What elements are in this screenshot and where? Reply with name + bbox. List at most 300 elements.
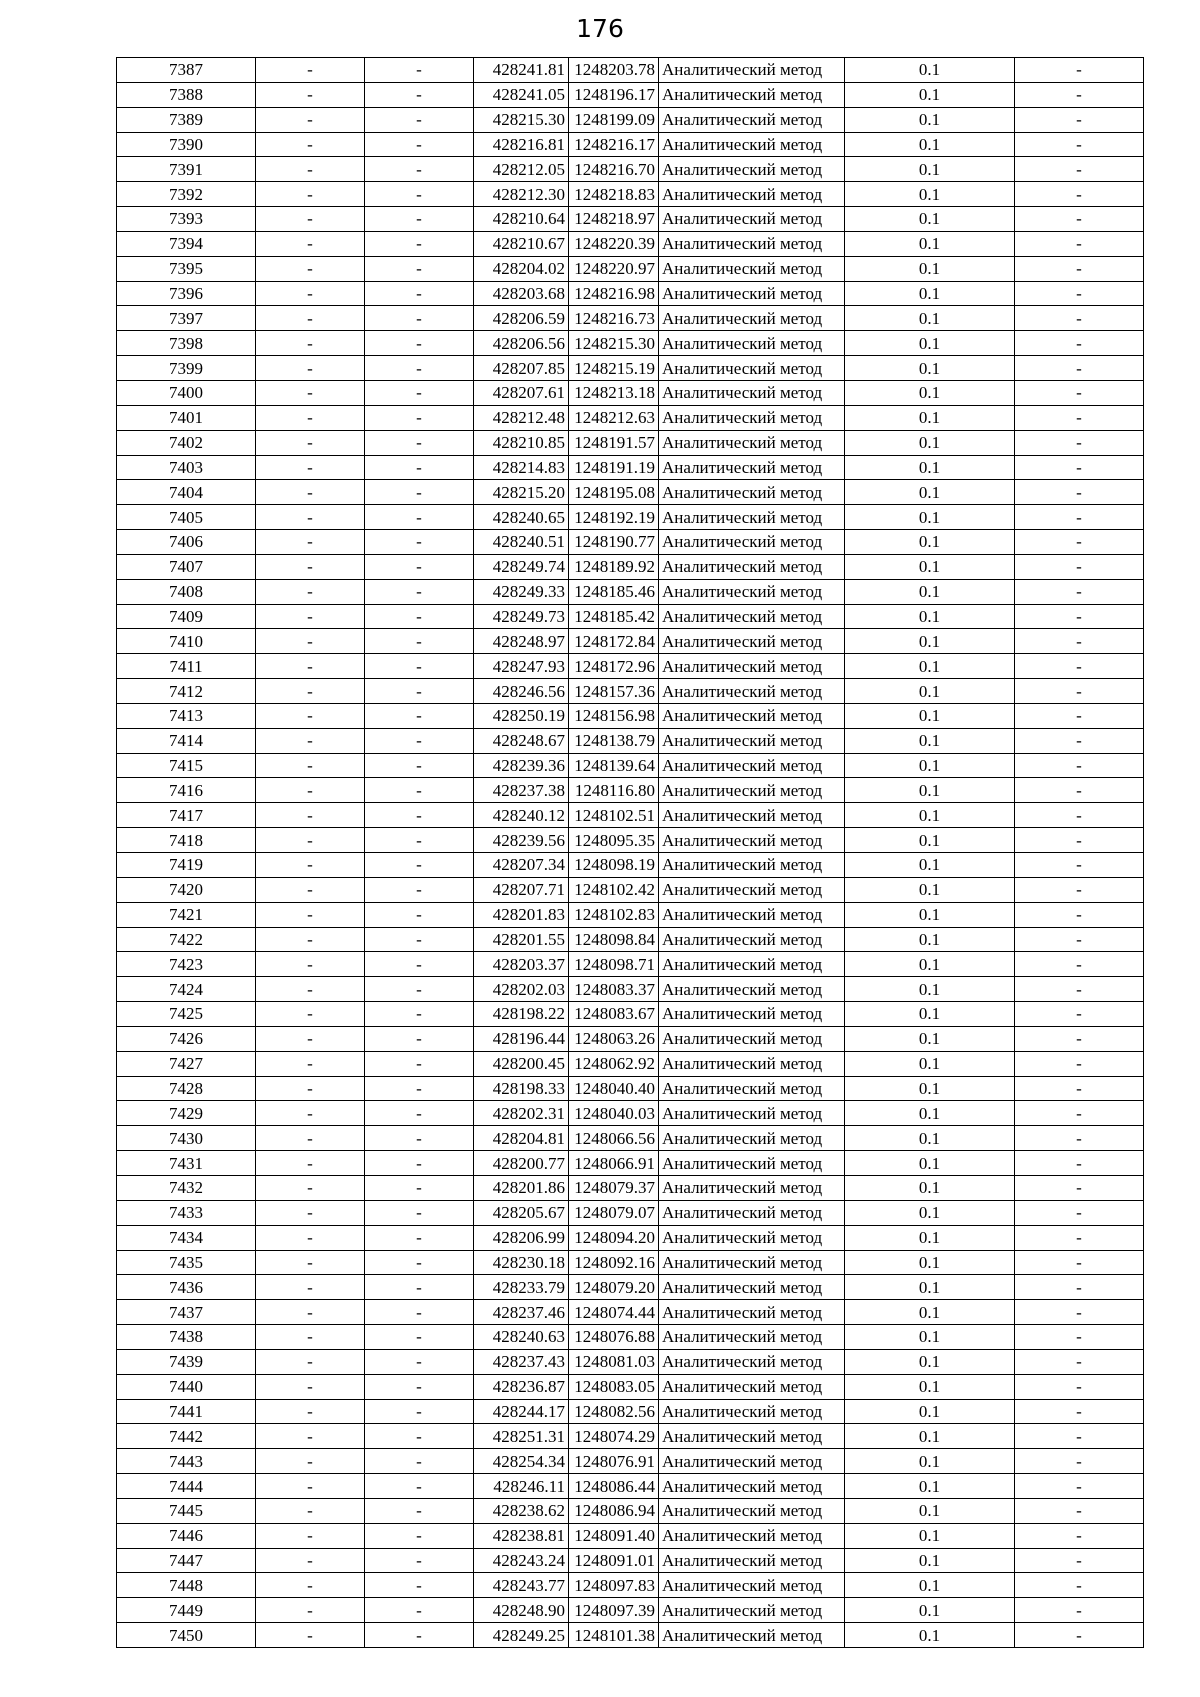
accuracy-cell: 0.1 (845, 1101, 1015, 1126)
x-coordinate-cell: 428254.34 (474, 1449, 569, 1474)
blank-cell: - (1015, 455, 1144, 480)
blank-cell: - (1015, 331, 1144, 356)
method-cell: Аналитический метод (659, 306, 845, 331)
y-coordinate-cell: 1248091.40 (569, 1523, 659, 1548)
x-coordinate-cell: 428200.77 (474, 1151, 569, 1176)
table-row (117, 853, 1144, 878)
accuracy-cell: 0.1 (845, 1523, 1015, 1548)
x-coordinate-cell: 428249.74 (474, 554, 569, 579)
blank-cell: - (256, 1151, 365, 1176)
blank-cell: - (365, 703, 474, 728)
x-coordinate-cell: 428248.90 (474, 1598, 569, 1623)
table-row (117, 1002, 1144, 1027)
blank-cell: - (1015, 405, 1144, 430)
blank-cell: - (365, 1200, 474, 1225)
table-row (117, 977, 1144, 1002)
blank-cell: - (256, 281, 365, 306)
blank-cell: - (256, 1573, 365, 1598)
x-coordinate-cell: 428210.67 (474, 231, 569, 256)
blank-cell: - (1015, 554, 1144, 579)
blank-cell: - (365, 1151, 474, 1176)
accuracy-cell: 0.1 (845, 1026, 1015, 1051)
x-coordinate-cell: 428249.33 (474, 579, 569, 604)
blank-cell: - (1015, 803, 1144, 828)
blank-cell: - (1015, 604, 1144, 629)
accuracy-cell: 0.1 (845, 753, 1015, 778)
x-coordinate-cell: 428216.81 (474, 132, 569, 157)
y-coordinate-cell: 1248066.56 (569, 1126, 659, 1151)
blank-cell: - (256, 1374, 365, 1399)
x-coordinate-cell: 428202.31 (474, 1101, 569, 1126)
x-coordinate-cell: 428207.85 (474, 356, 569, 381)
blank-cell: - (365, 1300, 474, 1325)
point-number-cell: 7433 (117, 1200, 256, 1225)
y-coordinate-cell: 1248189.92 (569, 554, 659, 579)
blank-cell: - (1015, 1300, 1144, 1325)
blank-cell: - (1015, 927, 1144, 952)
y-coordinate-cell: 1248076.88 (569, 1325, 659, 1350)
blank-cell: - (256, 853, 365, 878)
y-coordinate-cell: 1248091.01 (569, 1548, 659, 1573)
method-cell: Аналитический метод (659, 554, 845, 579)
blank-cell: - (365, 356, 474, 381)
accuracy-cell: 0.1 (845, 182, 1015, 207)
blank-cell: - (1015, 1523, 1144, 1548)
blank-cell: - (256, 629, 365, 654)
point-number-cell: 7428 (117, 1076, 256, 1101)
blank-cell: - (256, 1349, 365, 1374)
y-coordinate-cell: 1248195.08 (569, 480, 659, 505)
y-coordinate-cell: 1248157.36 (569, 679, 659, 704)
table-row (117, 1474, 1144, 1499)
blank-cell: - (1015, 157, 1144, 182)
method-cell: Аналитический метод (659, 256, 845, 281)
blank-cell: - (1015, 1002, 1144, 1027)
x-coordinate-cell: 428238.62 (474, 1498, 569, 1523)
table-row (117, 1275, 1144, 1300)
x-coordinate-cell: 428210.85 (474, 430, 569, 455)
blank-cell: - (1015, 107, 1144, 132)
blank-cell: - (365, 455, 474, 480)
method-cell: Аналитический метод (659, 1300, 845, 1325)
blank-cell: - (1015, 977, 1144, 1002)
accuracy-cell: 0.1 (845, 306, 1015, 331)
point-number-cell: 7409 (117, 604, 256, 629)
blank-cell: - (365, 927, 474, 952)
accuracy-cell: 0.1 (845, 1175, 1015, 1200)
point-number-cell: 7443 (117, 1449, 256, 1474)
accuracy-cell: 0.1 (845, 1325, 1015, 1350)
blank-cell: - (365, 82, 474, 107)
x-coordinate-cell: 428243.77 (474, 1573, 569, 1598)
accuracy-cell: 0.1 (845, 703, 1015, 728)
y-coordinate-cell: 1248083.67 (569, 1002, 659, 1027)
blank-cell: - (365, 281, 474, 306)
table-row (117, 207, 1144, 232)
point-number-cell: 7405 (117, 505, 256, 530)
blank-cell: - (365, 157, 474, 182)
method-cell: Аналитический метод (659, 629, 845, 654)
y-coordinate-cell: 1248203.78 (569, 58, 659, 83)
method-cell: Аналитический метод (659, 530, 845, 555)
x-coordinate-cell: 428212.48 (474, 405, 569, 430)
blank-cell: - (256, 1076, 365, 1101)
table-row (117, 703, 1144, 728)
table-row (117, 1623, 1144, 1648)
x-coordinate-cell: 428201.83 (474, 902, 569, 927)
blank-cell: - (256, 356, 365, 381)
method-cell: Аналитический метод (659, 356, 845, 381)
blank-cell: - (1015, 728, 1144, 753)
blank-cell: - (1015, 778, 1144, 803)
blank-cell: - (365, 530, 474, 555)
table-row (117, 430, 1144, 455)
blank-cell: - (365, 1076, 474, 1101)
blank-cell: - (1015, 1498, 1144, 1523)
x-coordinate-cell: 428240.51 (474, 530, 569, 555)
blank-cell: - (256, 1424, 365, 1449)
y-coordinate-cell: 1248102.51 (569, 803, 659, 828)
table-row (117, 1200, 1144, 1225)
table-row (117, 505, 1144, 530)
blank-cell: - (1015, 902, 1144, 927)
blank-cell: - (365, 1424, 474, 1449)
blank-cell: - (1015, 1573, 1144, 1598)
blank-cell: - (256, 1474, 365, 1499)
x-coordinate-cell: 428237.43 (474, 1349, 569, 1374)
point-number-cell: 7414 (117, 728, 256, 753)
table-row (117, 182, 1144, 207)
blank-cell: - (1015, 1325, 1144, 1350)
blank-cell: - (365, 853, 474, 878)
accuracy-cell: 0.1 (845, 1349, 1015, 1374)
blank-cell: - (1015, 1623, 1144, 1648)
y-coordinate-cell: 1248079.07 (569, 1200, 659, 1225)
method-cell: Аналитический метод (659, 927, 845, 952)
table-body (117, 58, 1144, 1648)
blank-cell: - (365, 132, 474, 157)
blank-cell: - (1015, 1051, 1144, 1076)
y-coordinate-cell: 1248082.56 (569, 1399, 659, 1424)
blank-cell: - (1015, 629, 1144, 654)
blank-cell: - (256, 877, 365, 902)
table-row (117, 679, 1144, 704)
blank-cell: - (256, 1002, 365, 1027)
point-number-cell: 7396 (117, 281, 256, 306)
blank-cell: - (256, 256, 365, 281)
method-cell: Аналитический метод (659, 803, 845, 828)
y-coordinate-cell: 1248213.18 (569, 380, 659, 405)
x-coordinate-cell: 428204.81 (474, 1126, 569, 1151)
point-number-cell: 7404 (117, 480, 256, 505)
method-cell: Аналитический метод (659, 1374, 845, 1399)
point-number-cell: 7392 (117, 182, 256, 207)
point-number-cell: 7425 (117, 1002, 256, 1027)
accuracy-cell: 0.1 (845, 853, 1015, 878)
blank-cell: - (365, 1225, 474, 1250)
y-coordinate-cell: 1248095.35 (569, 828, 659, 853)
blank-cell: - (365, 306, 474, 331)
table-row (117, 356, 1144, 381)
y-coordinate-cell: 1248079.37 (569, 1175, 659, 1200)
blank-cell: - (1015, 380, 1144, 405)
y-coordinate-cell: 1248092.16 (569, 1250, 659, 1275)
blank-cell: - (256, 1026, 365, 1051)
method-cell: Аналитический метод (659, 231, 845, 256)
blank-cell: - (256, 604, 365, 629)
table-row (117, 1175, 1144, 1200)
method-cell: Аналитический метод (659, 679, 845, 704)
x-coordinate-cell: 428251.31 (474, 1424, 569, 1449)
blank-cell: - (256, 753, 365, 778)
blank-cell: - (365, 1449, 474, 1474)
blank-cell: - (365, 107, 474, 132)
table-row (117, 877, 1144, 902)
accuracy-cell: 0.1 (845, 1275, 1015, 1300)
accuracy-cell: 0.1 (845, 505, 1015, 530)
blank-cell: - (1015, 877, 1144, 902)
method-cell: Аналитический метод (659, 778, 845, 803)
blank-cell: - (256, 331, 365, 356)
blank-cell: - (365, 1026, 474, 1051)
blank-cell: - (365, 1126, 474, 1151)
accuracy-cell: 0.1 (845, 1374, 1015, 1399)
blank-cell: - (365, 58, 474, 83)
point-number-cell: 7416 (117, 778, 256, 803)
point-number-cell: 7421 (117, 902, 256, 927)
x-coordinate-cell: 428239.36 (474, 753, 569, 778)
blank-cell: - (256, 430, 365, 455)
method-cell: Аналитический метод (659, 1623, 845, 1648)
table-row (117, 380, 1144, 405)
method-cell: Аналитический метод (659, 1200, 845, 1225)
blank-cell: - (1015, 1399, 1144, 1424)
blank-cell: - (365, 1002, 474, 1027)
blank-cell: - (1015, 679, 1144, 704)
blank-cell: - (365, 430, 474, 455)
accuracy-cell: 0.1 (845, 1051, 1015, 1076)
y-coordinate-cell: 1248098.71 (569, 952, 659, 977)
table-row (117, 554, 1144, 579)
y-coordinate-cell: 1248063.26 (569, 1026, 659, 1051)
blank-cell: - (256, 703, 365, 728)
table-row (117, 306, 1144, 331)
method-cell: Аналитический метод (659, 430, 845, 455)
method-cell: Аналитический метод (659, 82, 845, 107)
accuracy-cell: 0.1 (845, 579, 1015, 604)
point-number-cell: 7437 (117, 1300, 256, 1325)
table-row (117, 1498, 1144, 1523)
blank-cell: - (256, 207, 365, 232)
blank-cell: - (365, 182, 474, 207)
blank-cell: - (256, 679, 365, 704)
blank-cell: - (256, 728, 365, 753)
accuracy-cell: 0.1 (845, 530, 1015, 555)
y-coordinate-cell: 1248086.94 (569, 1498, 659, 1523)
table-row (117, 604, 1144, 629)
table-row (117, 132, 1144, 157)
x-coordinate-cell: 428203.68 (474, 281, 569, 306)
method-cell: Аналитический метод (659, 1126, 845, 1151)
blank-cell: - (256, 231, 365, 256)
table-row (117, 1548, 1144, 1573)
blank-cell: - (256, 927, 365, 952)
y-coordinate-cell: 1248101.38 (569, 1623, 659, 1648)
x-coordinate-cell: 428240.65 (474, 505, 569, 530)
method-cell: Аналитический метод (659, 1573, 845, 1598)
point-number-cell: 7422 (117, 927, 256, 952)
y-coordinate-cell: 1248098.84 (569, 927, 659, 952)
blank-cell: - (1015, 82, 1144, 107)
point-number-cell: 7448 (117, 1573, 256, 1598)
accuracy-cell: 0.1 (845, 231, 1015, 256)
y-coordinate-cell: 1248098.19 (569, 853, 659, 878)
y-coordinate-cell: 1248094.20 (569, 1225, 659, 1250)
blank-cell: - (365, 331, 474, 356)
point-number-cell: 7389 (117, 107, 256, 132)
x-coordinate-cell: 428203.37 (474, 952, 569, 977)
blank-cell: - (256, 952, 365, 977)
y-coordinate-cell: 1248116.80 (569, 778, 659, 803)
table-row (117, 256, 1144, 281)
x-coordinate-cell: 428204.02 (474, 256, 569, 281)
x-coordinate-cell: 428243.24 (474, 1548, 569, 1573)
y-coordinate-cell: 1248196.17 (569, 82, 659, 107)
point-number-cell: 7449 (117, 1598, 256, 1623)
x-coordinate-cell: 428249.25 (474, 1623, 569, 1648)
point-number-cell: 7442 (117, 1424, 256, 1449)
blank-cell: - (365, 604, 474, 629)
blank-cell: - (1015, 1474, 1144, 1499)
table-row (117, 157, 1144, 182)
accuracy-cell: 0.1 (845, 281, 1015, 306)
x-coordinate-cell: 428206.59 (474, 306, 569, 331)
blank-cell: - (256, 579, 365, 604)
method-cell: Аналитический метод (659, 1449, 845, 1474)
blank-cell: - (365, 902, 474, 927)
point-number-cell: 7402 (117, 430, 256, 455)
x-coordinate-cell: 428237.46 (474, 1300, 569, 1325)
blank-cell: - (1015, 1076, 1144, 1101)
x-coordinate-cell: 428230.18 (474, 1250, 569, 1275)
accuracy-cell: 0.1 (845, 1250, 1015, 1275)
accuracy-cell: 0.1 (845, 1300, 1015, 1325)
method-cell: Аналитический метод (659, 1002, 845, 1027)
blank-cell: - (365, 877, 474, 902)
method-cell: Аналитический метод (659, 1051, 845, 1076)
blank-cell: - (365, 231, 474, 256)
point-number-cell: 7387 (117, 58, 256, 83)
blank-cell: - (365, 977, 474, 1002)
table-row (117, 753, 1144, 778)
x-coordinate-cell: 428201.55 (474, 927, 569, 952)
blank-cell: - (256, 1623, 365, 1648)
blank-cell: - (365, 1349, 474, 1374)
blank-cell: - (256, 1126, 365, 1151)
blank-cell: - (365, 1573, 474, 1598)
blank-cell: - (256, 1175, 365, 1200)
y-coordinate-cell: 1248074.44 (569, 1300, 659, 1325)
x-coordinate-cell: 428239.56 (474, 828, 569, 853)
x-coordinate-cell: 428238.81 (474, 1523, 569, 1548)
x-coordinate-cell: 428246.11 (474, 1474, 569, 1499)
accuracy-cell: 0.1 (845, 1573, 1015, 1598)
accuracy-cell: 0.1 (845, 1126, 1015, 1151)
point-number-cell: 7403 (117, 455, 256, 480)
table-row (117, 902, 1144, 927)
point-number-cell: 7413 (117, 703, 256, 728)
x-coordinate-cell: 428201.86 (474, 1175, 569, 1200)
point-number-cell: 7431 (117, 1151, 256, 1176)
method-cell: Аналитический метод (659, 977, 845, 1002)
table-row (117, 654, 1144, 679)
accuracy-cell: 0.1 (845, 1002, 1015, 1027)
y-coordinate-cell: 1248040.03 (569, 1101, 659, 1126)
method-cell: Аналитический метод (659, 1325, 845, 1350)
method-cell: Аналитический метод (659, 1275, 845, 1300)
point-number-cell: 7388 (117, 82, 256, 107)
blank-cell: - (1015, 182, 1144, 207)
table-row (117, 231, 1144, 256)
blank-cell: - (256, 803, 365, 828)
table-row (117, 803, 1144, 828)
blank-cell: - (256, 157, 365, 182)
point-number-cell: 7429 (117, 1101, 256, 1126)
point-number-cell: 7398 (117, 331, 256, 356)
blank-cell: - (1015, 853, 1144, 878)
method-cell: Аналитический метод (659, 1474, 845, 1499)
blank-cell: - (256, 977, 365, 1002)
blank-cell: - (365, 1175, 474, 1200)
method-cell: Аналитический метод (659, 207, 845, 232)
point-number-cell: 7419 (117, 853, 256, 878)
blank-cell: - (256, 1200, 365, 1225)
x-coordinate-cell: 428207.61 (474, 380, 569, 405)
blank-cell: - (1015, 132, 1144, 157)
blank-cell: - (365, 952, 474, 977)
method-cell: Аналитический метод (659, 1026, 845, 1051)
y-coordinate-cell: 1248138.79 (569, 728, 659, 753)
table-row (117, 1225, 1144, 1250)
table-row (117, 405, 1144, 430)
method-cell: Аналитический метод (659, 132, 845, 157)
x-coordinate-cell: 428215.20 (474, 480, 569, 505)
accuracy-cell: 0.1 (845, 1151, 1015, 1176)
point-number-cell: 7447 (117, 1548, 256, 1573)
method-cell: Аналитический метод (659, 654, 845, 679)
point-number-cell: 7439 (117, 1349, 256, 1374)
blank-cell: - (256, 1275, 365, 1300)
y-coordinate-cell: 1248156.98 (569, 703, 659, 728)
accuracy-cell: 0.1 (845, 1449, 1015, 1474)
accuracy-cell: 0.1 (845, 1474, 1015, 1499)
method-cell: Аналитический метод (659, 480, 845, 505)
method-cell: Аналитический метод (659, 157, 845, 182)
method-cell: Аналитический метод (659, 728, 845, 753)
accuracy-cell: 0.1 (845, 480, 1015, 505)
blank-cell: - (256, 1051, 365, 1076)
x-coordinate-cell: 428236.87 (474, 1374, 569, 1399)
table-row (117, 728, 1144, 753)
blank-cell: - (365, 1623, 474, 1648)
table-row (117, 1374, 1144, 1399)
blank-cell: - (365, 629, 474, 654)
accuracy-cell: 0.1 (845, 1548, 1015, 1573)
point-number-cell: 7426 (117, 1026, 256, 1051)
blank-cell: - (365, 1101, 474, 1126)
x-coordinate-cell: 428207.34 (474, 853, 569, 878)
x-coordinate-cell: 428241.05 (474, 82, 569, 107)
